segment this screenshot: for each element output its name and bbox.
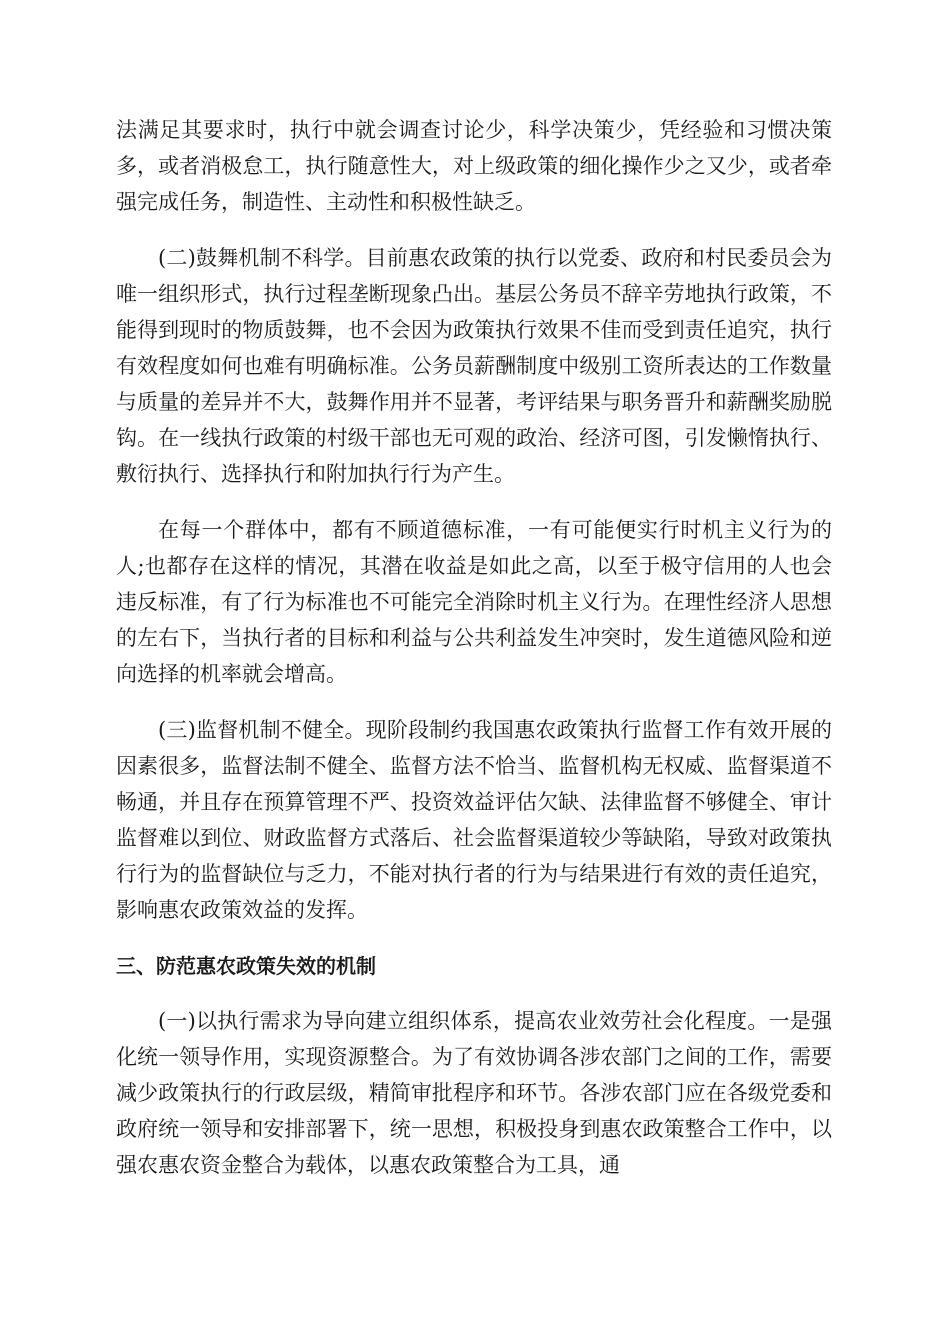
document-body	[116, 112, 832, 1203]
paragraph-supervision-mechanism: (三)监督机制不健全。现阶段制约我国惠农政策执行监督工作有效开展的因素很多，监督法制不健全、监督方法不恰当、监督机构无权威、监督渠道不畅通，并且存在预算管理不严、投资效益评估欠缺、法律监督不够健全、审计监督难以到位、财政监督方式落后、社会监督渠道较少等缺陷，导致对政策执行行为的监督缺位与乏力，不能对执行者的行为与结果进行有效的责任追究，影响惠农政策效益的发挥。	[116, 718, 832, 922]
paragraph-incentive-mechanism: (二)鼓舞机制不科学。目前惠农政策的执行以党委、政府和村民委员会为唯一组织形式，执行过程垄断现象凸出。基层公务员不辞辛劳地执行政策，不能得到现时的物质鼓舞，也不会因为政策执行效果不佳而受到责任追究，执行有效程度如何也难有明确标准。公务员薪酬制度中级别工资所表达的工作数量与质量的差异并不大，鼓舞作用并不显著，考评结果与职务晋升和薪酬奖励脱钩。在一线执行政策的村级干部也无可观的政治、经济可图，引发懒惰执行、敷衍执行、选择执行和附加执行行为产生。	[116, 246, 832, 486]
paragraph-continued: 法满足其要求时，执行中就会调查讨论少，科学决策少，凭经验和习惯决策多，或者消极怠工，执行随意性大，对上级政策的细化操作少之又少，或者牵强完成任务，制造性、主动性和积极性缺乏。	[116, 118, 832, 214]
section-heading: 三、防范惠农政策失效的机制	[116, 954, 376, 978]
paragraph-organization-system: (一)以执行需求为导向建立组织体系，提高农业效劳社会化程度。一是强化统一领导作用，实现资源整合。为了有效协调各涉农部门之间的工作，需要减少政策执行的行政层级，精简审批程序和环节。各涉农部门应在各级党委和政府统一领导和安排部署下，统一思想，积极投身到惠农政策整合工作中，以强农惠农资金整合为载体，以惠农政策整合为工具，通	[116, 1009, 832, 1177]
paragraph-opportunism: 在每一个群体中，都有不顾道德标准，一有可能便实行时机主义行为的人;也都存在这样的情况，其潜在收益是如此之高，以至于极守信用的人也会违反标准，有了行为标准也不可能完全消除时机主义行为。在理性经济人思想的左右下，当执行者的目标和利益与公共利益发生冲突时，发生道德风险和逆向选择的机率就会增高。	[116, 518, 832, 686]
